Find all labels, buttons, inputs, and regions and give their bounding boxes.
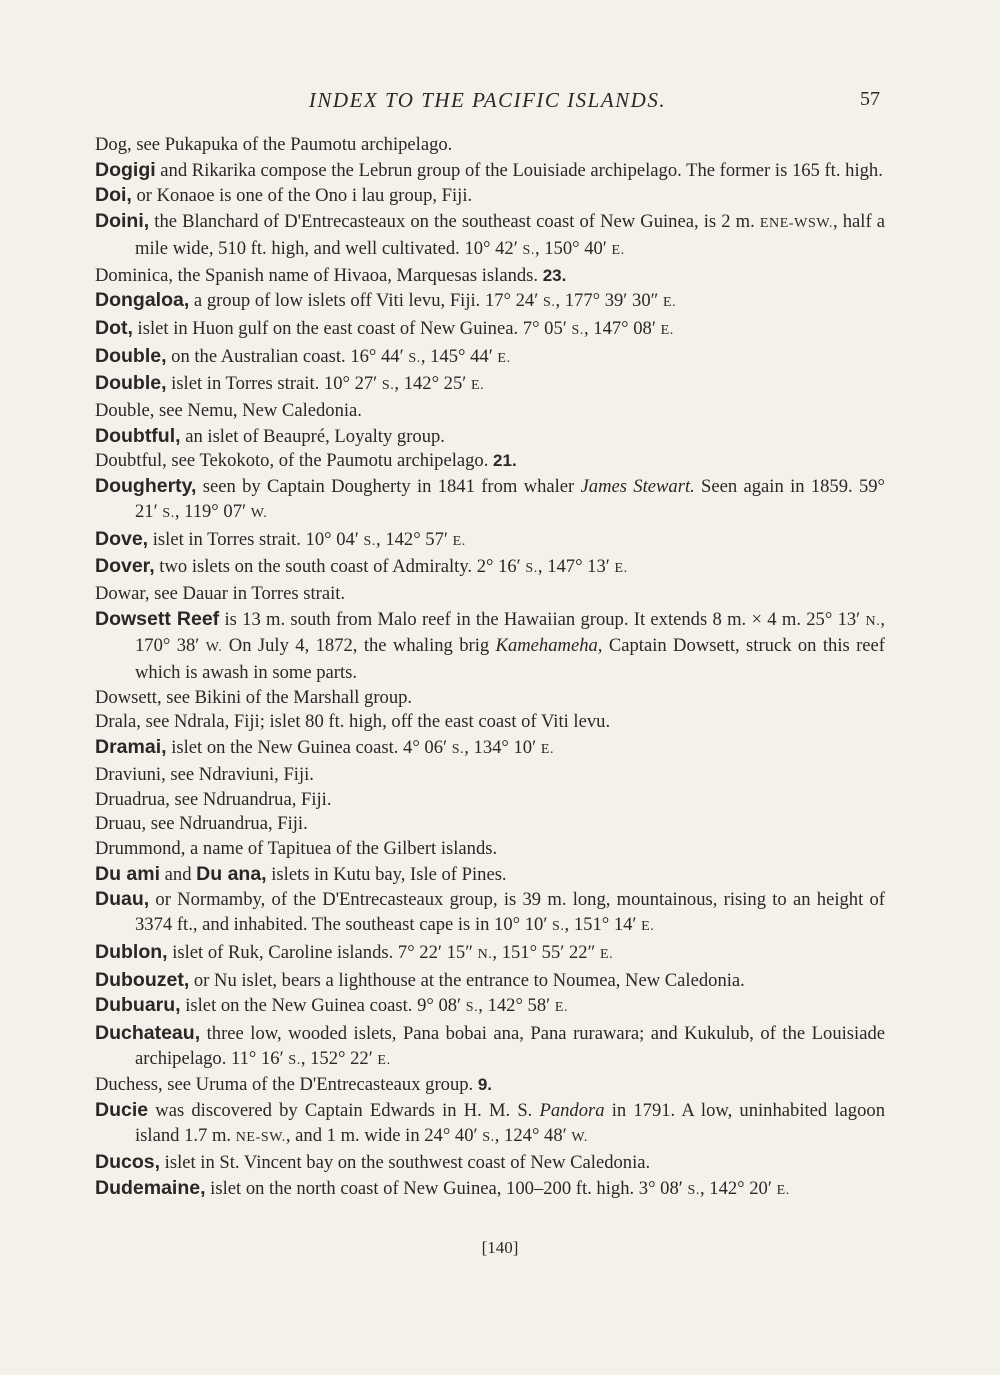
entry-text: islet on the north coast of New Guinea, 100–200 ft. high. 3° 08′ xyxy=(205,1178,688,1200)
entry-text: Doubtful, see Tekokoto, of the Paumotu archipelago. xyxy=(95,450,494,472)
entry-headword: Doi, xyxy=(95,184,132,207)
index-entry xyxy=(95,1021,885,1073)
entry-text: , 151° 14′ xyxy=(564,914,642,936)
entry-small-caps: E. xyxy=(540,742,555,758)
index-entry xyxy=(95,449,885,474)
entry-text: , and 1 m. wide in 24° 40′ xyxy=(285,1124,483,1146)
entry-text: , 147° 08′ xyxy=(583,317,661,339)
entry-small-caps: W. xyxy=(571,1129,588,1145)
entry-text: Druadrua, see Ndruandrua, Fiji. xyxy=(95,788,332,810)
index-entry xyxy=(95,812,885,837)
entry-headword: Dubuaru, xyxy=(95,994,181,1017)
entry-headword: Ducos, xyxy=(95,1151,161,1174)
entry-small-caps: E. xyxy=(452,533,466,549)
entry-text: , 147° 13′ xyxy=(537,556,615,578)
entry-headword: Double, xyxy=(95,372,167,395)
entry-text: Double, see Nemu, New Caledonia. xyxy=(95,400,362,422)
entry-text: islet on the New Guinea coast. 4° 06′ xyxy=(166,737,452,759)
entry-small-caps: E. xyxy=(614,561,628,577)
entry-text: islet in Torres strait. 10° 27′ xyxy=(166,373,382,395)
index-entry xyxy=(95,554,885,582)
entry-small-caps: E. xyxy=(660,322,674,338)
entry-headword: Dramai, xyxy=(95,736,167,759)
entry-small-caps: S. xyxy=(552,919,565,935)
entry-text: , 145° 44′ xyxy=(420,345,498,367)
index-entry xyxy=(95,968,885,994)
running-title: INDEX TO THE PACIFIC ISLANDS. xyxy=(308,88,667,112)
entry-text: Dowsett, see Bikini of the Marshall group. xyxy=(95,686,413,708)
entry-small-caps: S. xyxy=(571,322,584,338)
entry-headword: Duchateau, xyxy=(95,1021,201,1044)
index-entry xyxy=(95,288,885,316)
entry-text: Captain Dowsett, struck on this reef which is awash in some parts. xyxy=(135,635,885,684)
index-entry xyxy=(95,209,885,263)
index-entry xyxy=(95,1073,885,1098)
index-entry xyxy=(95,837,885,862)
entry-text: islet in St. Vincent bay on the southwest coast of New Caledonia. xyxy=(160,1152,651,1174)
entry-text: Drala, see Ndrala, Fiji; islet 80 ft. high, off the east coast of Viti levu. xyxy=(95,711,611,733)
entry-headword: Dot, xyxy=(95,316,133,339)
entry-text: , 177° 39′ 30″ xyxy=(555,290,664,312)
entry-headword: Dubouzet, xyxy=(95,968,190,991)
entry-headword: Duau, xyxy=(95,888,150,911)
index-entry xyxy=(95,344,885,372)
entry-italic: Pandora xyxy=(539,1100,605,1122)
entry-text: an islet of Beaupré, Loyalty group. xyxy=(180,425,445,447)
index-entry xyxy=(95,763,885,788)
entry-headword: Double, xyxy=(95,344,167,367)
index-entry xyxy=(95,424,885,450)
entry-text: On July 4, 1872, the whaling brig xyxy=(222,635,496,657)
entry-text: seen by Captain Dougherty in 1841 from whaler xyxy=(196,476,581,498)
entry-text: in 1791. A low, uninhabited lagoon island 1.7 m. xyxy=(135,1100,885,1146)
entry-italic: Kamehameha, xyxy=(495,635,603,657)
index-entry xyxy=(95,316,885,344)
entry-small-caps: E. xyxy=(599,946,614,962)
index-entry xyxy=(95,158,885,184)
entry-text: islet in Torres strait. 10° 04′ xyxy=(148,528,364,550)
entry-reference-number: 9. xyxy=(477,1075,493,1095)
entry-text: Dog, see Pukapuka of the Paumotu archipelago. xyxy=(95,134,453,155)
entry-headword: Dongaloa, xyxy=(95,289,190,312)
entry-headword: Dudemaine, xyxy=(95,1177,206,1200)
index-entry xyxy=(95,940,885,968)
page-header xyxy=(95,88,880,124)
entry-text: and xyxy=(160,863,197,885)
index-entry xyxy=(95,862,885,888)
entry-small-caps: N. xyxy=(477,946,493,962)
entry-text: or Normamby, of the D'Entrecasteaux group, is 39 m. long, mountainous, rising to an height of 3374 ft., and inhabited. The southeast cape is in 10° 10′ xyxy=(135,889,885,936)
entry-text: islets in Kutu bay, Isle of Pines. xyxy=(266,863,507,885)
entry-text: , 124° 48′ xyxy=(494,1124,572,1146)
entry-text: islet in Huon gulf on the east coast of New Guinea. 7° 05′ xyxy=(132,317,572,339)
index-entry xyxy=(95,686,885,711)
entry-text: islet of Ruk, Caroline islands. 7° 22′ 15″ xyxy=(167,941,478,963)
entry-text: , 152° 22′ xyxy=(300,1047,378,1069)
entry-small-caps: S. xyxy=(465,1000,479,1016)
entry-small-caps: S. xyxy=(482,1129,495,1145)
entry-text: , 142° 20′ xyxy=(699,1178,777,1200)
index-entry xyxy=(95,399,885,424)
entry-small-caps: E. xyxy=(611,242,625,258)
index-entry xyxy=(95,887,885,939)
index-entry xyxy=(95,183,885,209)
entry-small-caps: S. xyxy=(525,561,538,577)
entry-text: , 142° 25′ xyxy=(394,373,471,395)
entry-italic: James Stewart. xyxy=(580,476,695,498)
entry-small-caps: E. xyxy=(776,1183,790,1199)
entry-small-caps: S. xyxy=(363,533,377,549)
entry-text: islet on the New Guinea coast. 9° 08′ xyxy=(180,995,466,1017)
entry-text: the Blanchard of D'Entrecasteaux on the southeast coast of New Guinea, is 2 m. xyxy=(149,211,760,233)
index-entry xyxy=(95,264,885,289)
entry-text: , 119° 07′ xyxy=(174,500,251,522)
index-entry xyxy=(95,1098,885,1150)
entry-small-caps: E. xyxy=(377,1052,391,1068)
entry-text: Drummond, a name of Tapituea of the Gilbert islands. xyxy=(95,837,498,859)
entry-headword: Dougherty, xyxy=(95,475,197,498)
entry-small-caps: N. xyxy=(865,613,881,629)
index-entry xyxy=(95,582,885,607)
entry-text: a group of low islets off Viti levu, Fiji. 17° 24′ xyxy=(189,290,543,312)
page-number: 57 xyxy=(860,88,880,110)
entry-small-caps: S. xyxy=(451,742,465,758)
entry-small-caps: S. xyxy=(162,505,175,521)
entry-text: , 170° 38′ xyxy=(135,608,885,657)
index-entry xyxy=(95,1176,885,1204)
entry-text: , 142° 57′ xyxy=(376,528,453,550)
entry-text: Dowar, see Dauar in Torres strait. xyxy=(95,582,346,604)
entry-text: or Konaoe is one of the Ono i lau group, Fiji. xyxy=(131,185,473,207)
entry-small-caps: S. xyxy=(408,350,421,366)
entry-text: Druau, see Ndruandrua, Fiji. xyxy=(95,813,308,835)
entry-headword: Dove, xyxy=(95,527,149,550)
entry-small-caps: E. xyxy=(641,919,655,935)
index-entry xyxy=(95,474,885,526)
entry-headword: Ducie xyxy=(95,1099,149,1122)
entry-small-caps: E. xyxy=(497,350,511,366)
entry-small-caps: E. xyxy=(663,295,677,311)
entry-headword: Dover, xyxy=(95,555,155,578)
entry-small-caps: NE-SW. xyxy=(235,1129,286,1145)
entry-small-caps: S. xyxy=(522,242,535,258)
index-entry xyxy=(95,607,885,686)
entry-headword: Dowsett Reef xyxy=(95,607,220,630)
entry-text: two islets on the south coast of Admiralty. 2° 16′ xyxy=(154,556,526,578)
entry-text: , 142° 58′ xyxy=(478,995,555,1017)
index-entry xyxy=(95,710,885,735)
index-entry xyxy=(95,133,885,158)
entry-text: , 134° 10′ xyxy=(464,737,541,759)
entry-text: or Nu islet, bears a lighthouse at the entrance to Noumea, New Caledonia. xyxy=(189,969,745,991)
entry-text: was discovered by Captain Edwards in H. M. S. xyxy=(148,1100,540,1122)
entry-text: , 151° 55′ 22″ xyxy=(492,941,600,963)
index-entry xyxy=(95,1150,885,1176)
index-entries xyxy=(95,133,885,1204)
entry-text: Duchess, see Uruma of the D'Entrecasteaux group. xyxy=(95,1074,478,1096)
index-entry xyxy=(95,993,885,1021)
index-entry xyxy=(95,371,885,399)
index-entry xyxy=(95,788,885,813)
entry-text: Seen again in 1859. 59° 21′ xyxy=(135,476,885,522)
entry-text: and Rikarika compose the Lebrun group of the Louisiade archipelago. The former is 165 ft. high. xyxy=(155,159,883,181)
entry-small-caps: ENE-WSW. xyxy=(759,216,833,232)
entry-headword: Du ana, xyxy=(196,862,267,885)
entry-small-caps: S. xyxy=(288,1052,301,1068)
entry-headword: Doini, xyxy=(95,210,150,233)
entry-reference-number: 23. xyxy=(542,265,567,285)
entry-small-caps: S. xyxy=(687,1183,700,1199)
entry-small-caps: S. xyxy=(381,378,395,394)
entry-text: , half a mile wide, 510 ft. high, and well cultivated. 10° 42′ xyxy=(135,211,886,259)
entry-text: on the Australian coast. 16° 44′ xyxy=(166,345,409,367)
entry-small-caps: E. xyxy=(471,378,485,394)
entry-small-caps: E. xyxy=(554,1000,569,1016)
entry-small-caps: W. xyxy=(250,505,268,521)
entry-text: , 150° 40′ xyxy=(534,237,612,259)
index-entry xyxy=(95,735,885,763)
entry-headword: Doubtful, xyxy=(95,424,181,447)
entry-text: three low, wooded islets, Pana bobai ana, Pana rurawara; and Kukulub, of the Louisiade archipelago. 11° 16′ xyxy=(135,1022,885,1069)
entry-headword: Du ami xyxy=(95,862,161,885)
index-entry xyxy=(95,527,885,555)
entry-reference-number: 21. xyxy=(493,451,517,471)
entry-small-caps: S. xyxy=(542,295,556,311)
folio: [140] xyxy=(481,1238,519,1257)
entry-headword: Dublon, xyxy=(95,940,168,963)
entry-small-caps: W. xyxy=(205,640,223,656)
entry-text: is 13 m. south from Malo reef in the Hawaiian group. It extends 8 m. × 4 m. 25° 13′ xyxy=(219,608,866,630)
entry-text: Dominica, the Spanish name of Hivaoa, Marquesas islands. xyxy=(95,264,543,286)
entry-headword: Dogigi xyxy=(95,158,156,181)
entry-text: Draviuni, see Ndraviuni, Fiji. xyxy=(95,763,314,785)
